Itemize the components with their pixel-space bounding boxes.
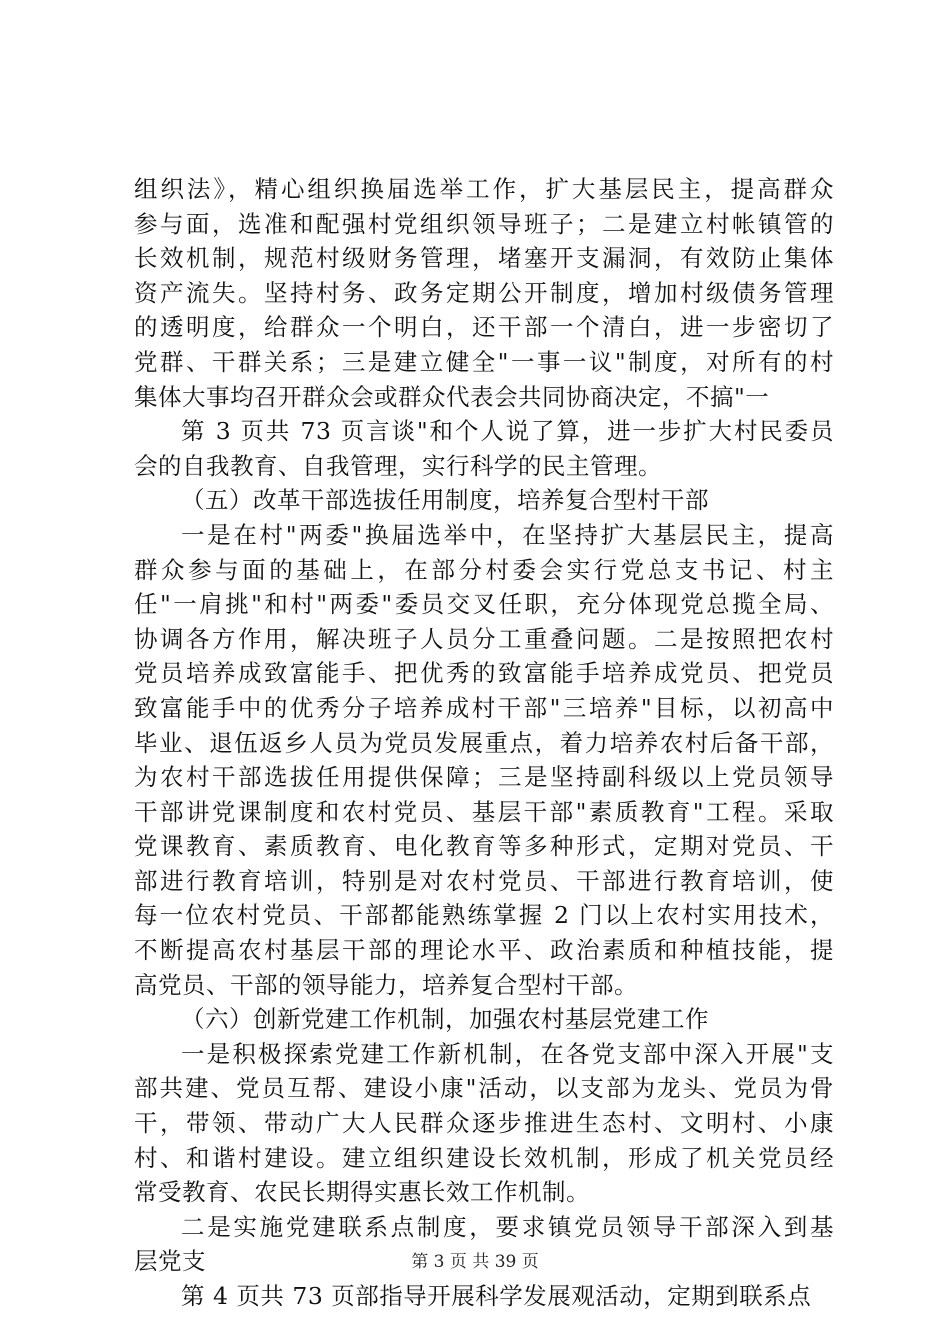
text-line: 致富能手中的优秀分子培养成村干部"三培养"目标，以初高中	[134, 693, 834, 722]
paragraph	[134, 172, 834, 414]
page-footer	[0, 1247, 950, 1272]
text-line: 干，带领、带动广大人民群众逐步推进生态村、文明村、小康	[134, 1109, 834, 1138]
text-line: 群众参与面的基础上，在部分村委会实行党总支书记、村主	[134, 555, 834, 584]
document-body	[134, 172, 834, 1314]
text-line: 常受教育、农民长期得实惠长效工作机制。	[134, 1178, 590, 1207]
text-line: 第 3 页共 73 页言谈"和个人说了算，进一步扩大村民委员	[181, 417, 834, 446]
text-line: 的透明度，给群众一个明白，还干部一个清白，进一步密切了	[134, 313, 834, 342]
text-line: 党员培养成致富能手、把优秀的致富能手培养成党员、把党员	[134, 659, 834, 688]
text-line: 不断提高农村基层干部的理论水平、政治素质和种植技能，提	[134, 936, 834, 965]
text-line: 干部讲党课制度和农村党员、基层干部"素质教育"工程。采取	[134, 797, 834, 826]
text-line: 长效机制，规范村级财务管理，堵塞开支漏洞，有效防止集体	[134, 244, 834, 273]
text-line: 层党支	[134, 1247, 206, 1276]
text-line: 组织法》，精心组织换届选举工作，扩大基层民主，提高群众	[134, 175, 834, 203]
text-line: 参与面，选准和配强村党组织领导班子；二是建立村帐镇管的	[134, 209, 834, 238]
text-line: 为农村干部选拔任用提供保障；三是坚持副科级以上党员领导	[134, 763, 834, 792]
text-line: （六）创新党建工作机制，加强农村基层党建工作	[181, 1005, 709, 1034]
text-line: 一是积极探索党建工作新机制，在各党支部中深入开展"支	[181, 1039, 834, 1068]
text-line: 党课教育、素质教育、电化教育等多种形式，定期对党员、干	[134, 832, 834, 861]
paragraph	[134, 483, 834, 518]
text-line: 任"一肩挑"和村"两委"委员交叉任职，充分体现党总揽全局、	[134, 590, 834, 619]
text-line: 部进行教育培训，特别是对农村党员、干部进行教育培训，使	[134, 866, 834, 895]
text-line: 二是实施党建联系点制度，要求镇党员领导干部深入到基	[181, 1212, 834, 1241]
text-line: 每一位农村党员、干部都能熟练掌握 2 门以上农村实用技术，	[134, 901, 834, 930]
text-line: 协调各方作用，解决班子人员分工重叠问题。二是按照把农村	[134, 624, 834, 653]
text-line: 毕业、退伍返乡人员为党员发展重点，着力培养农村后备干部，	[134, 728, 834, 757]
paragraph	[134, 1279, 834, 1314]
text-line: 党群、干群关系；三是建立健全"一事一议"制度，对所有的村	[134, 347, 834, 376]
text-line: （五）改革干部选拔任用制度，培养复合型村干部	[181, 486, 709, 515]
text-line: 一是在村"两委"换届选举中，在坚持扩大基层民主，提高	[181, 520, 834, 549]
text-line: 村、和谐村建设。建立组织建设长效机制，形成了机关党员经	[134, 1143, 834, 1172]
paragraph	[134, 414, 834, 483]
text-line: 第 4 页共 73 页部指导开展科学发展观活动，定期到联系点	[181, 1282, 812, 1310]
text-line: 资产流失。坚持村务、政务定期公开制度，增加村级债务管理	[134, 278, 834, 307]
text-line: 会的自我教育、自我管理，实行科学的民主管理。	[134, 451, 662, 480]
paragraph	[134, 1002, 834, 1037]
text-line: 高党员、干部的领导能力，培养复合型村干部。	[134, 970, 638, 999]
paragraph	[134, 1037, 834, 1210]
page-number-label: 第 3 页 共 39 页	[411, 1252, 539, 1272]
text-line: 部共建、党员互帮、建设小康"活动，以支部为龙头、党员为骨	[134, 1074, 834, 1103]
paragraph	[134, 518, 834, 1002]
text-line: 集体大事均召开群众会或群众代表会共同协商决定，不搞"一	[134, 382, 770, 411]
